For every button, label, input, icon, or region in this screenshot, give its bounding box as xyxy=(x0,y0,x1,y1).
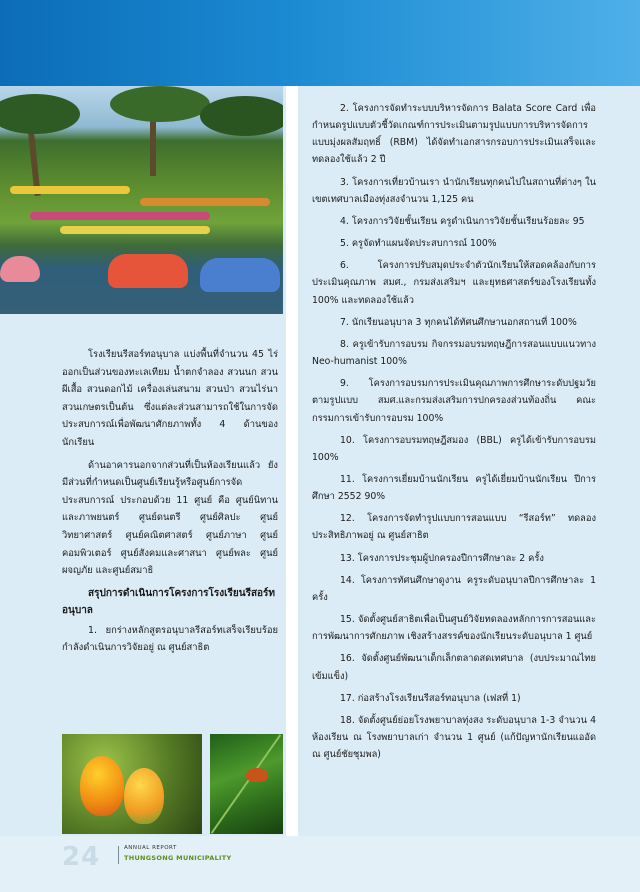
list-item: 17. ก่อสร้างโรงเรียนรีสอร์ทอนุบาล (เฟสที่ 1) xyxy=(340,692,521,704)
municipality-label: THUNGSONG MUNICIPALITY xyxy=(124,854,232,862)
palm-frond xyxy=(200,96,283,136)
butterfly-icon xyxy=(246,768,268,782)
swan-boat xyxy=(108,254,188,288)
list-item: 8. ครูเข้ารับการอบรม กิจกรรมอบรมทฤษฎีการสอนแบบแนวทาง Neo-humanist 100% xyxy=(312,338,596,368)
list-item: 18. จัดตั้งศูนย์ย่อยโรงพยาบาลทุ่งสง ระดับอนุบาล 1-3 จำนวน 4 ห้องเรียน ณ โรงพยาบาลเก่า จำนวน 1 ศูนย์ (แก้ปัญหานักเรียนแออัด ณ ศูนย์ชัยชุมพล) xyxy=(312,714,596,761)
list-item: 2. โครงการจัดทำระบบบริหารจัดการ Balata Score Card เพื่อกำหนดรูปแบบตัวชี้วัดเกณฑ์การประเมินตามรูปแบบการบริหารจัดการแบบมุ่งผลสัมฤทธิ์ (RBM) ได้จัดทำเอกสารกรอบการประเมินเสร็จและทดลองใช้แล้ว 2 ปี xyxy=(312,103,596,166)
swan-boat xyxy=(200,258,280,292)
list-item: 11. โครงการเยี่ยมบ้านนักเรียน ครูได้เยี่ยมบ้านนักเรียน ปีการศึกษา 2552 90% xyxy=(312,473,596,503)
list-item: 10. โครงการอบรมทฤษฎีสมอง (BBL) ครูได้เข้ารับการอบรม 100% xyxy=(312,434,596,463)
list-item: 5. ครูจัดทำแผนจัดประสบการณ์ 100% xyxy=(340,238,497,250)
garden-boats-photo xyxy=(0,86,283,314)
list-item: 13. โครงการประชุมผู้ปกครองปีการศึกษาละ 2 ครั้ง xyxy=(340,552,544,564)
annual-report-label: ANNUAL REPORT xyxy=(124,845,177,851)
parrot-shape xyxy=(124,768,164,824)
page-number: 24 xyxy=(62,842,101,872)
right-text-column xyxy=(312,100,596,768)
list-item: 3. โครงการเที่ยวบ้านเรา นำนักเรียนทุกคนไปในสถานที่ต่างๆ ในเขตเทศบาลเมืองทุ่งสงจำนวน 1,125 คน xyxy=(312,176,596,205)
list-item: 1. ยกร่างหลักสูตรอนุบาลรีสอร์ทเสร็จเรียบร้อยกำลังดำเนินการวิจัยอยู่ ณ ศูนย์สาธิต xyxy=(62,624,278,654)
list-item: 9. โครงการอบรมการประเมินคุณภาพการศึกษาระดับปฐมวัยตามรูปแบบ สมศ.และกรมส่งเสริมการปกครองส่วนท้องถิ่น คณะกรรมการเข้ารับการอบรม 100% xyxy=(312,378,596,424)
list-item: 12. โครงการจัดทำรูปแบบการสอนแบบ “รีสอร์ท” ทดลองประสิทธิภาพอยู่ ณ ศูนย์สาธิต xyxy=(312,513,596,542)
centers-paragraph: ด้านอาคารนอกจากส่วนที่เป็นห้องเรียนแล้ว ยังมีส่วนที่กำหนดเป็นศูนย์เรียนรู้หรือศูนย์การจัดประสบการณ์ ประกอบด้วย 11 ศูนย์ คือ ศูนย์นิทานและภาพยนตร์ ศูนย์ดนตรี ศูนย์ศิลปะ ศูนย์วิทยาศาสตร์ ศูนย์คณิตศาสตร์ ศูนย์ภาษา ศูนย์คอมพิวเตอร์ ศูนย์สังคมและศาสนา ศูนย์พละ ศูนย์ผจญภัย และศูนย์สมาธิ xyxy=(62,459,278,577)
list-item: 14. โครงการทัศนศึกษาดูงาน ครูระดับอนุบาลปีการศึกษาละ 1 ครั้ง xyxy=(312,574,596,603)
list-item: 7. นักเรียนอนุบาล 3 ทุกคนได้ทัศนศึกษานอกสถานที่ 100% xyxy=(340,316,577,328)
palm-frond xyxy=(0,94,80,134)
column-divider xyxy=(286,86,298,836)
header-band xyxy=(0,0,640,86)
flower-bed xyxy=(140,198,270,206)
flower-bed xyxy=(30,212,210,220)
list-item: 15. จัดตั้งศูนย์สาธิตเพื่อเป็นศูนย์วิจัยทดลองหลักการการสอนและการพัฒนาการศักยภาพ เชิงสร้างสรรค์ของนักเรียนระดับอนุบาล 1 ศูนย์ xyxy=(312,614,596,643)
list-item: 4. โครงการวิจัยชั้นเรียน ครูดำเนินการวิจัยชั้นเรียนร้อยละ 95 xyxy=(340,215,585,227)
leaf-vein xyxy=(211,734,281,833)
list-item: 16. จัดตั้งศูนย์พัฒนาเด็กเล็กตลาดสดเทศบาล (งบประมาณไทยเข้มแข็ง) xyxy=(312,653,596,682)
parrots-photo xyxy=(62,734,202,834)
summary-heading: สรุปการดำเนินการโครงการโรงเรียนรีสอร์ทอนุบาล xyxy=(62,587,276,616)
parrot-shape xyxy=(80,756,124,816)
footer-divider xyxy=(118,846,119,864)
flower-bed xyxy=(10,186,130,194)
swan-boat xyxy=(0,256,40,282)
intro-paragraph: โรงเรียนรีสอร์ทอนุบาล แบ่งพื้นที่จำนวน 45 ไร่ ออกเป็นส่วนของทะเลเทียม น้ำตกจำลอง สวนนก สวนผีเสื้อ สวนดอกไม้ เครื่องเล่นสนาม สวนป่า สวนไร่นา สวนเกษตรเป็นต้น ซึ่งแต่ละส่วนสามารถใช้ในการจัดประสบการณ์เพื่อพัฒนาศักยภาพทั้ง 4 ด้านของนักเรียน xyxy=(62,349,278,448)
flower-bed xyxy=(60,226,210,234)
list-item: 6. โครงการปรับสมุดประจำตัวนักเรียนให้สอดคล้องกับการประเมินคุณภาพ สมศ., กรมส่งเสริมฯ และยุทธศาสตร์ของโรงเรียนทั้ง 100% และทดลองใช้แล้ว xyxy=(312,260,596,306)
left-text-column xyxy=(62,346,278,662)
palm-frond xyxy=(110,86,210,122)
leaf-butterfly-photo xyxy=(210,734,283,834)
